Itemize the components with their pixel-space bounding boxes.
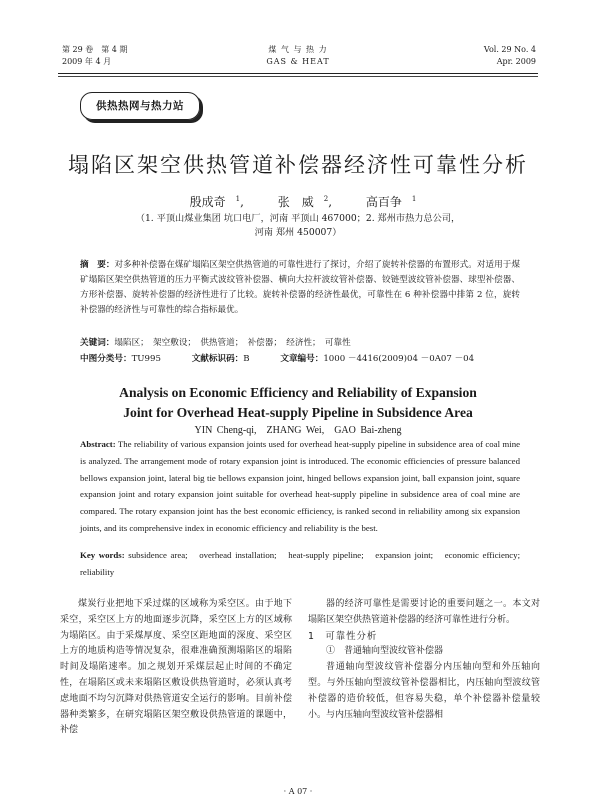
clc-label: 中图分类号：: [80, 354, 132, 364]
title-en-line-1: Analysis on Economic Efficiency and Reliability of Expansion: [119, 385, 477, 400]
affiliation-line-1: （1. 平顶山煤业集团 坑口电厂，河南 平顶山 467000；2. 郑州市热力总公司，: [135, 213, 461, 224]
classification-line: [80, 352, 540, 366]
article-number-value: 1000 －4416(2009)04 －0A07 －04: [323, 354, 475, 364]
clc-value: TU995: [131, 354, 161, 364]
author-name: 殷成奇: [189, 195, 226, 209]
column-banner: 供热热网与热力站: [80, 92, 200, 120]
author-name: 高百争: [365, 195, 402, 209]
author-1: 殷成奇 $^1$,: [189, 195, 244, 209]
author-affiliation-mark: 1: [235, 195, 241, 203]
keywords-en: [80, 547, 529, 581]
section-heading: 1 可靠性分析: [308, 630, 378, 642]
clc-number: [80, 354, 161, 364]
doc-code-label: 文献标识码：: [191, 354, 244, 364]
abstract-label-cn: 摘 要：: [80, 260, 115, 270]
keywords-label-cn: 关键词：: [80, 338, 115, 348]
abstract-text-en: The reliability of various expansion joints used for overhead heat-supply pipeline in subsidence area of coal mine is analyzed. The arrangement mode of rotary expansion joint is introduced. The economic efficiencies of pressure balanced bellows expansion joint, lateral big tie bellows expansion joint, hinged bellows expansion joint, ball expansion joint, square expansion joint and rotary expansion joint suitable for overhead heat-supply pipeline in subsidence area of coal mine are compared. The rotary expansion joint has the best economic efficiency, is ranked second in reliability among six expansion joints, and its comprehensive index in economic efficiency and reliability is the best.: [80, 439, 520, 533]
author-name: 张 威: [277, 195, 314, 209]
abstract-text-cn: 对多种补偿器在煤矿塌陷区架空供热管道的可靠性进行了探讨，介绍了旋转补偿器的布置形式。对适用于煤矿塌陷区架空供热管道的压力平衡式波纹管补偿器、横向大拉杆波纹管补偿器、铰链型波纹管补偿器、球型补偿器、方形补偿器、旋转补偿器的经济性进行了比较。旋转补偿器的经济性最优，可靠性在 6 种补偿器中排第 2 位，旋转补偿器的经济性与可靠性的综合指标最优。: [80, 260, 520, 315]
journal-volume-info: [62, 44, 202, 68]
affiliations-cn: [58, 212, 538, 240]
document-code: [192, 354, 250, 364]
abstract-label-en: Abstract:: [80, 439, 116, 449]
issue-date-cn: 2009 年 4 月: [62, 57, 112, 66]
title-en-line-2: Joint for Overhead Heat-supply Pipeline in Subsidence Area: [123, 405, 473, 420]
issue-date-en: Apr. 2009: [496, 57, 536, 66]
keywords-label-en: Key words:: [80, 550, 125, 560]
article-title-cn: 塌陷区架空供热管道补偿器经济性可靠性分析: [68, 153, 528, 177]
journal-volume-info-en: [396, 44, 536, 68]
body-column-left: 煤炭行业把地下采过煤的区域称为采空区。由于地下采空，采空区上方的地面逐步沉降，采空区上方的区域称为塌陷区。由于采煤厚度、采空区距地面的深度、采空区上方的地质构造等情况复杂，很难准确预测塌陷区的塌陷时间及塌陷速率。加之规划开采煤层起止时间的不确定性，在塌陷区或未来塌陷区敷设供热管道时，必须认真考虑地面不均匀沉降对供热管道安全运行的影响。目前补偿器种类繁多，在研究塌陷区架空敷设供热管道的课题中，补偿: [60, 599, 292, 736]
header-rule-thin: [58, 76, 538, 77]
author-list-cn: [58, 190, 538, 211]
body-column-right: [308, 597, 540, 723]
author-2: 张 威 $^2$,: [277, 195, 333, 209]
intro-paragraph-end: 器的经济可靠性是需要讨论的重要问题之一。本文对塌陷区架空供热管道补偿器的经济可靠性进行分析。: [308, 599, 540, 625]
author-list-en: YIN Cheng-qi, ZHANG Wei, GAO Bai-zheng: [194, 425, 402, 436]
abstract-en: [80, 436, 520, 537]
journal-name: [198, 44, 398, 68]
article-number-label: 文章编号：: [280, 354, 324, 364]
section-paragraph: 普通轴向型波纹管补偿器分内压轴向型和外压轴向型。与外压轴向型波纹管补偿器相比，内压轴向型波纹管补偿器的造价较低，但容易失稳，单个补偿器补偿量较小。与内压轴向型波纹管补偿器相: [308, 662, 540, 720]
page-number: · A 07 ·: [283, 787, 313, 796]
author-3: [356, 195, 416, 209]
journal-name-en: GAS & HEAT: [266, 57, 330, 66]
keywords-text-en: subsidence area; overhead installation; heat-supply pipeline; expansion joint; economic efficiency; reliability: [80, 550, 529, 577]
affiliation-line-2: 河南 郑州 450007）: [254, 227, 342, 238]
journal-name-cn: 煤 气 与 热 力: [268, 45, 328, 54]
keywords-text-cn: 塌陷区； 架空敷设； 供热管道； 补偿器； 经济性； 可靠性: [114, 338, 351, 348]
subsection-heading: ① 普通轴向型波纹管补偿器: [326, 646, 444, 657]
abstract-cn: [80, 258, 520, 318]
author-affiliation-mark: 1: [411, 195, 417, 203]
author-affiliation-mark: 2: [323, 195, 329, 203]
article-title-en: [58, 383, 538, 423]
volume-issue: 第 29 卷 第 4 期: [62, 45, 128, 54]
keywords-cn: [80, 336, 520, 351]
volume-issue-en: Vol. 29 No. 4: [483, 45, 536, 54]
article-number: [280, 354, 474, 364]
header-rule-thick: [58, 73, 538, 74]
doc-code-value: B: [243, 354, 250, 364]
